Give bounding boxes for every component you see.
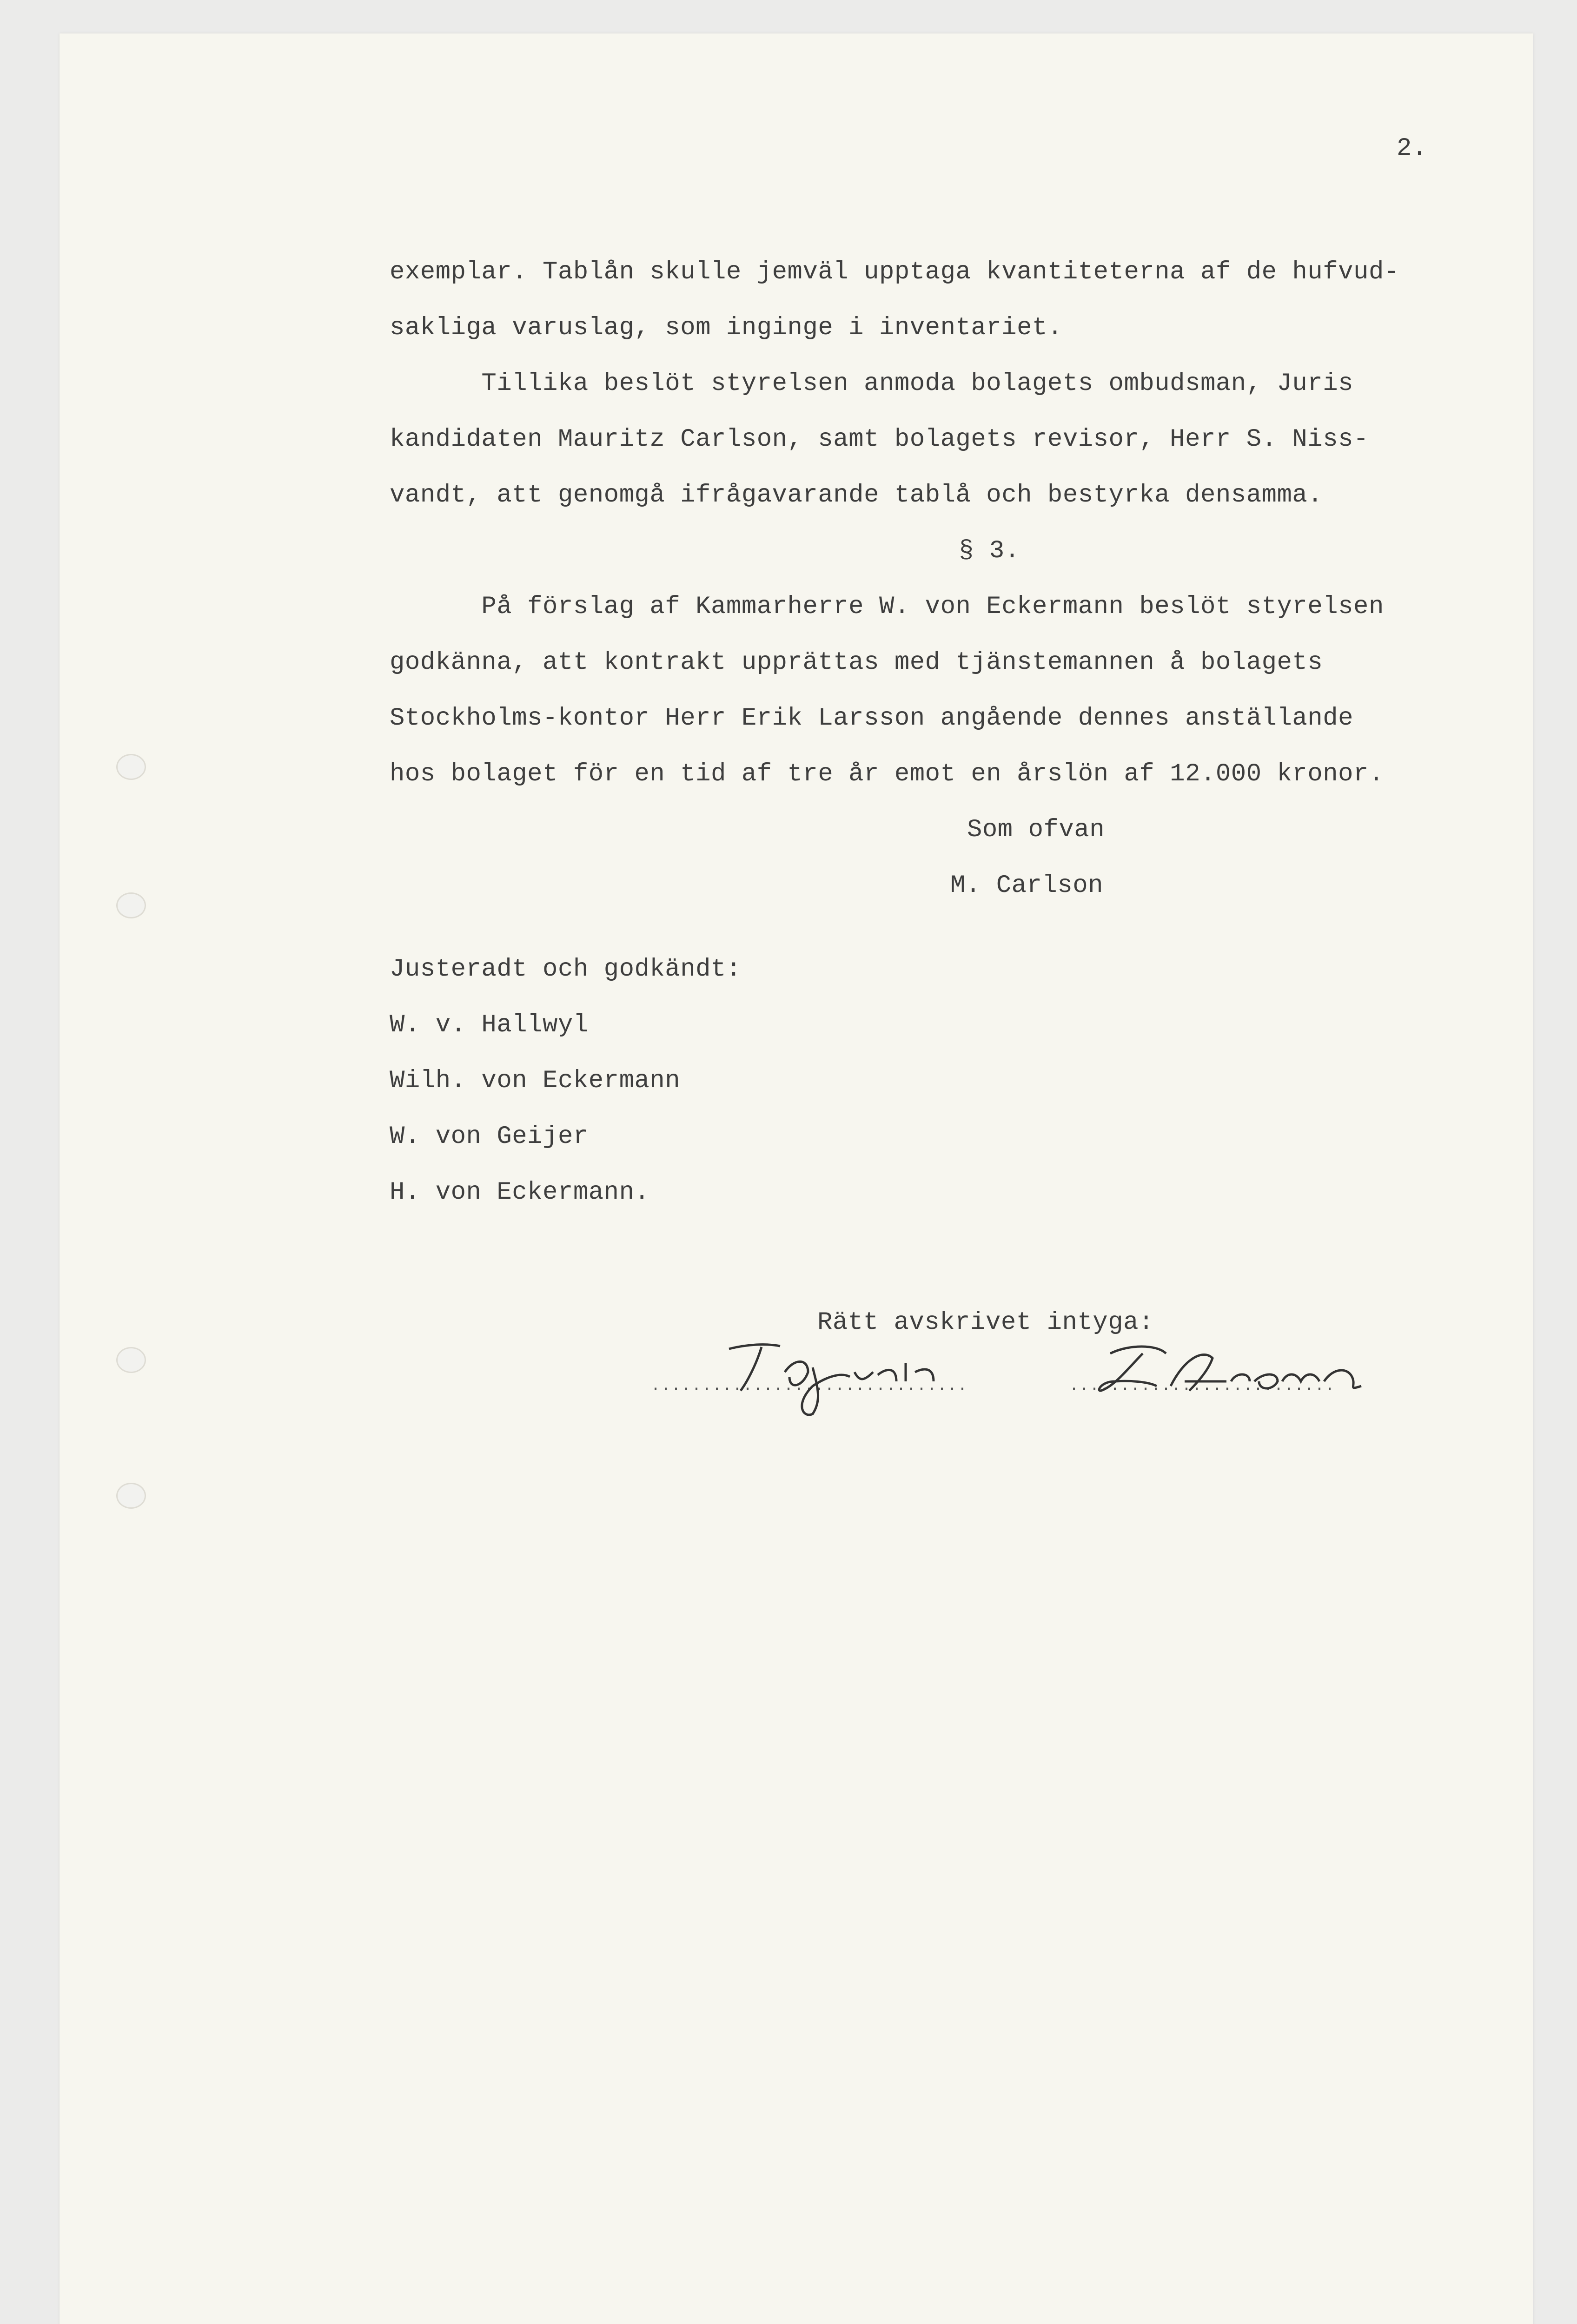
page-number: 2.	[1397, 134, 1427, 163]
approver-name: H. von Eckermann.	[390, 1178, 650, 1207]
approver-name: Wilh. von Eckermann	[390, 1067, 681, 1095]
paragraph-line: sakliga varuslag, som inginge i inventariet.	[390, 314, 1063, 342]
paragraph-line: kandidaten Mauritz Carlson, samt bolagets revisor, Herr S. Niss-	[390, 425, 1369, 454]
paragraph-line: vandt, att genomgå ifrågavarande tablå och bestyrka densamma.	[390, 481, 1323, 509]
signature-1	[655, 1330, 1045, 1423]
paragraph-line: exemplar. Tablån skulle jemväl upptaga kvantiteterna af de hufvud-	[390, 258, 1399, 286]
section-mark: § 3.	[959, 537, 1020, 565]
closing-line: Som ofvan	[967, 816, 1105, 844]
closing-signatory: M. Carlson	[950, 872, 1104, 900]
paragraph-line: Stockholms-kontor Herr Erik Larsson angående dennes anställande	[390, 704, 1354, 733]
paragraph-line: Tillika beslöt styrelsen anmoda bolagets ombudsman, Juris	[390, 370, 1354, 398]
certification-text: Rätt avskrivet intyga:	[817, 1308, 1154, 1337]
paragraph-line: På förslag af Kammarherre W. von Eckermann beslöt styrelsen	[390, 593, 1384, 621]
approver-name: W. von Geijer	[390, 1122, 589, 1151]
punch-hole	[116, 892, 146, 918]
punch-hole	[116, 1347, 146, 1373]
signature-2	[1073, 1330, 1417, 1423]
punch-hole	[116, 1483, 146, 1509]
approver-name: W. v. Hallwyl	[390, 1011, 589, 1039]
approved-heading: Justeradt och godkändt:	[390, 955, 742, 984]
document-page	[60, 33, 1533, 2324]
paragraph-line: godkänna, att kontrakt upprättas med tjänstemannen å bolagets	[390, 648, 1323, 677]
punch-hole	[116, 754, 146, 780]
paragraph-line: hos bolaget för en tid af tre år emot en årslön af 12.000 kronor.	[390, 760, 1384, 788]
